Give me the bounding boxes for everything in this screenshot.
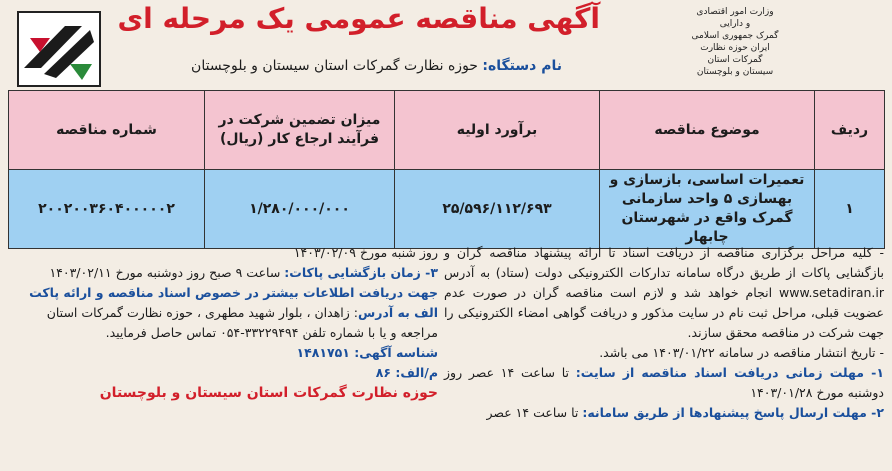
organization-value: حوزه نظارت گمرکات استان سیستان و بلوچستان bbox=[191, 58, 483, 74]
cell-subject: تعمیرات اساسی، بازسازی و بهسازی ۵ واحد سازمانی گمرک واقع در شهرستان چابهار bbox=[600, 170, 815, 249]
details-column bbox=[8, 243, 438, 403]
table-header-row bbox=[9, 91, 885, 170]
cell-row-number: ۱ bbox=[815, 170, 885, 249]
publish-date: - تاریخ انتشار مناقصه در سامانه ۱۴۰۳/۰۱/۲۲ می باشد. bbox=[599, 345, 884, 360]
contact-line: مراجعه و یا با شماره تلفن ۳۳۲۲۹۴۹۴-۰۵۴ تماس حاصل فرمایید. bbox=[105, 325, 438, 340]
customs-logo-icon bbox=[10, 8, 105, 88]
deadline-documents: ۱- مهلت زمانی دریافت اسناد مناقصه از سایت: تا ساعت ۱۴ عصر روز دوشنبه مورخ ۱۴۰۳/۰۱/۲۸ bbox=[444, 365, 884, 400]
deadline-submission: ۲- مهلت ارسال پاسخ پیشنهادها از طریق سامانه: تا ساعت ۱۴ عصر bbox=[486, 405, 884, 420]
header-estimate: برآورد اولیه bbox=[395, 91, 600, 170]
tender-table bbox=[8, 90, 885, 249]
info-heading: جهت دریافت اطلاعات بیشتر در خصوص اسناد مناقصه و ارائه پاکت bbox=[29, 285, 438, 300]
header-subject: موضوع مناقصه bbox=[600, 91, 815, 170]
cell-tender-number: ۲۰۰۲۰۰۳۶۰۴۰۰۰۰۰۲ bbox=[9, 170, 205, 249]
submission-date: روز شنبه مورخ ۱۴۰۳/۰۲/۰۹ bbox=[293, 245, 438, 260]
conditions-paragraph: - کلیه مراحل برگزاری مناقصه از دریافت اسناد تا ارائه پیشنهاد مناقصه گران و بازگشایی پاکات از طریق درگاه سامانه تدارکات الکترونیکی دولت (ستاد) به آدرس www.setadiran.ir انجام خواهد شد و لازم است مناقصه گران در صورت عدم عضویت قبلی، مراحل ثبت نام در سایت مذکور و دریافت گواهی امضاء الکترونیکی را جهت شرکت در مناقصه محقق سازند. bbox=[444, 245, 884, 340]
reference-number: م/الف: ۸۶ bbox=[375, 365, 438, 380]
header-row-number: ردیف bbox=[815, 91, 885, 170]
notice-title: آگهی مناقصه عمومی یک مرحله ای bbox=[117, 2, 600, 35]
signature: حوزه نظارت گمرکات استان سیستان و بلوچستان bbox=[99, 385, 438, 401]
address-line: الف به آدرس: زاهدان ، بلوار شهید مطهری ، حوزه نظارت گمرکات استان bbox=[46, 305, 438, 320]
cell-guarantee: ۱/۲۸۰/۰۰۰/۰۰۰ bbox=[205, 170, 395, 249]
header-tender-number: شماره مناقصه bbox=[9, 91, 205, 170]
cell-estimate: ۲۵/۵۹۶/۱۱۲/۶۹۳ bbox=[395, 170, 600, 249]
ministry-text: وزارت امور اقتصادی و دارایی گمرک جمهوری اسلامی ایران حوزه نظارت گمرکات استان سیستان و بلوچستان bbox=[691, 7, 779, 77]
conditions-column bbox=[444, 243, 884, 423]
ad-id: شناسه آگهی: ۱۴۸۱۷۵۱ bbox=[296, 345, 438, 360]
header-guarantee: میزان تضمین شرکت در فرآیند ارجاع کار (ریال) bbox=[205, 91, 395, 170]
opening-time: ۳- زمان بازگشایی پاکات: ساعت ۹ صبح روز دوشنبه مورخ ۱۴۰۳/۰۲/۱۱ bbox=[49, 265, 438, 280]
organization-label: نام دستگاه: bbox=[482, 58, 562, 74]
table-row bbox=[9, 170, 885, 249]
organization-line bbox=[191, 58, 562, 74]
